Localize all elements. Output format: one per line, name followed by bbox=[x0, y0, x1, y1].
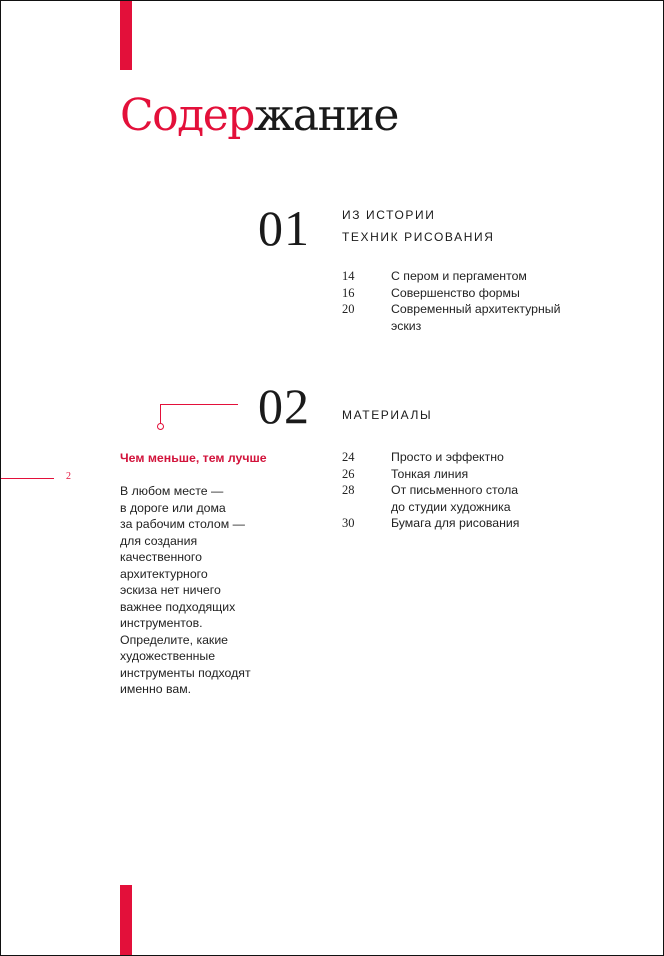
toc-page-number: 24 bbox=[342, 450, 355, 464]
toc-entry[interactable] bbox=[342, 482, 602, 515]
sidebar-line: В любом месте — bbox=[120, 484, 224, 498]
toc-list-02 bbox=[342, 449, 602, 532]
toc-entry-title: Современный архитектурный эскиз bbox=[391, 302, 561, 333]
toc-page-number: 16 bbox=[342, 285, 355, 300]
sidebar-line: важнее подходящих bbox=[120, 599, 236, 614]
section-number-01: 01 bbox=[258, 200, 310, 256]
toc-entry-title: Просто и эффектно bbox=[391, 450, 504, 464]
section-title-line: ИЗ ИСТОРИИ bbox=[342, 208, 436, 222]
toc-page-number: 28 bbox=[342, 483, 355, 497]
connector-line bbox=[160, 404, 238, 405]
toc-entry-title: Совершенство формы bbox=[391, 285, 520, 300]
bottom-accent-bar bbox=[120, 885, 132, 955]
toc-entry[interactable] bbox=[342, 285, 602, 302]
section-title-01 bbox=[342, 204, 495, 248]
connector-dot bbox=[157, 423, 164, 430]
sidebar-line: инструментов. bbox=[120, 616, 203, 630]
toc-entry-title: Бумага для рисования bbox=[391, 516, 520, 530]
top-accent-bar bbox=[120, 1, 132, 70]
toc-entry-title: От письменного стола до студии художника bbox=[391, 483, 519, 514]
toc-page-number: 20 bbox=[342, 302, 355, 316]
sidebar-body bbox=[120, 483, 290, 698]
toc-list-01 bbox=[342, 268, 602, 334]
section-title-line: ТЕХНИК РИСОВАНИЯ bbox=[342, 230, 495, 244]
sidebar-line: Определите, какие bbox=[120, 632, 229, 647]
sidebar-line: художественные bbox=[120, 649, 216, 663]
section-number-02: 02 bbox=[258, 378, 310, 434]
sidebar-heading: Чем меньше, тем лучше bbox=[120, 451, 267, 465]
page-title-red-part: Содер bbox=[120, 90, 254, 141]
sidebar-line: архитектурного bbox=[120, 566, 208, 581]
toc-page-number: 14 bbox=[342, 269, 355, 283]
sidebar-line: инструменты подходят bbox=[120, 665, 251, 680]
sidebar-line: для создания bbox=[120, 533, 198, 548]
toc-entry[interactable] bbox=[342, 301, 602, 334]
page-number: 2 bbox=[66, 471, 71, 482]
page-title bbox=[120, 89, 398, 143]
sidebar-line: в дороге или дома bbox=[120, 500, 226, 515]
toc-entry[interactable] bbox=[342, 515, 602, 532]
toc-entry[interactable] bbox=[342, 449, 602, 466]
margin-rule bbox=[1, 478, 54, 479]
section-title-line: МАТЕРИАЛЫ bbox=[342, 408, 433, 422]
toc-entry[interactable] bbox=[342, 268, 602, 285]
section-title-02 bbox=[342, 404, 432, 426]
toc-page-number: 26 bbox=[342, 466, 355, 481]
toc-entry-title: Тонкая линия bbox=[391, 466, 469, 481]
toc-entry[interactable] bbox=[342, 466, 602, 483]
toc-entry-title: С пером и пергаментом bbox=[391, 269, 527, 283]
sidebar-line: именно вам. bbox=[120, 682, 192, 696]
sidebar-line: эскиза нет ничего bbox=[120, 583, 221, 597]
toc-page-number: 30 bbox=[342, 516, 355, 530]
page-title-black-part: жание bbox=[253, 90, 398, 141]
sidebar-line: за рабочим столом — bbox=[120, 517, 245, 531]
sidebar-line: качественного bbox=[120, 550, 202, 564]
connector-drop-line bbox=[160, 404, 161, 425]
